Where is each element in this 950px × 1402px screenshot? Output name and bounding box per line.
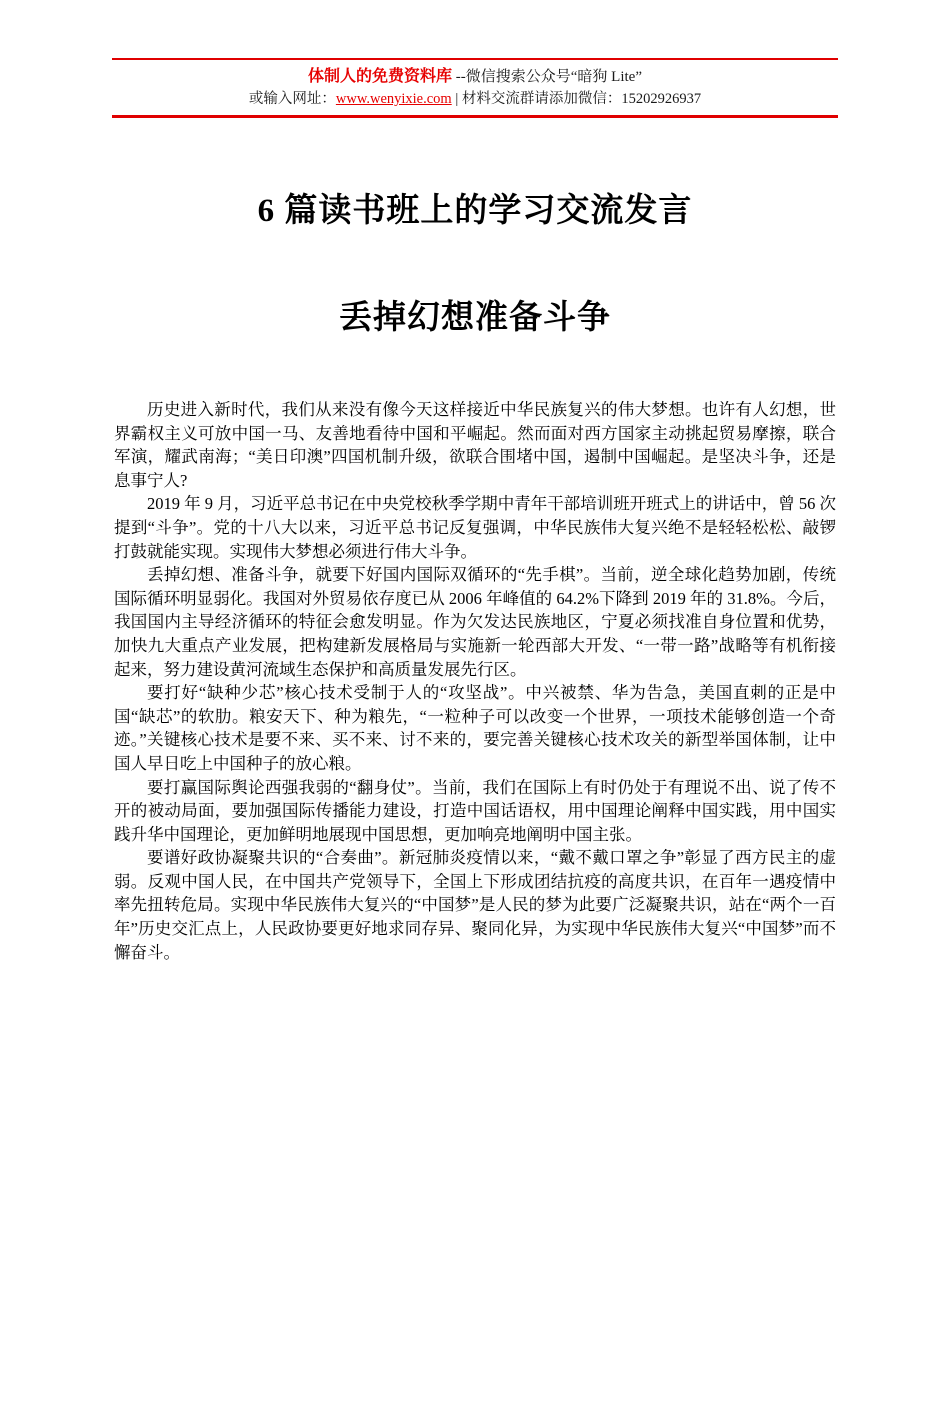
website-link[interactable]: www.wenyixie.com xyxy=(335,91,452,107)
paragraph-2: 2019 年 9 月，习近平总书记在中央党校秋季学期中青年干部培训班开班式上的讲话中，曾 56 次提到“斗争”。党的十八大以来，习近平总书记反复强调，中华民族伟大复兴绝不是轻轻松松、敲锣打鼓就能实现。实现伟大梦想必须进行伟大斗争。 xyxy=(114,494,836,561)
document-content xyxy=(114,184,836,964)
document-page xyxy=(0,58,950,1402)
body-text xyxy=(114,398,836,964)
promo-header xyxy=(112,58,838,118)
header-bottom-rule xyxy=(112,115,838,118)
paragraph-5: 要打赢国际舆论西强我弱的“翻身仗”。当前，我们在国际上有时仍处于有理说不出、说了传不开的被动局面，要加强国际传播能力建设，打造中国话语权，用中国理论阐释中国实践，用中国实践升华中国理论，更加鲜明地展现中国思想，更加响亮地阐明中国主张。 xyxy=(114,777,836,844)
header-top-rule xyxy=(112,58,838,60)
brand-text: 体制人的免费资料库 xyxy=(308,68,453,85)
paragraph-4: 要打好“缺种少芯”核心技术受制于人的“攻坚战”。中兴被禁、华为告急，美国直刺的正是中国“缺芯”的软肋。粮安天下、种为粮先，“一粒种子可以改变一个世界，一项技术能够创造一个奇迹。”关键核心技术是要不来、买不来、讨不来的，要完善关键核心技术攻关的新型举国体制，让中国人早日吃上中国种子的放心粮。 xyxy=(114,683,836,773)
contact-text: | 材料交流群请添加微信：15202926937 xyxy=(451,91,702,107)
header-line1 xyxy=(112,65,838,89)
url-prefix-text: 或输入网址： xyxy=(248,91,336,107)
header-line2 xyxy=(112,89,838,110)
document-title: 6 篇读书班上的学习交流发言 xyxy=(257,193,693,229)
paragraph-6: 要谱好政协凝聚共识的“合奏曲”。新冠肺炎疫情以来，“戴不戴口罩之争”彰显了西方民主的虚弱。反观中国人民，在中国共产党领导下，全国上下形成团结抗疫的高度共识，在百年一遇疫情中率先扭转危局。实现中华民族伟大复兴的“中国梦”是人民的梦为此要广泛凝聚共识，站在“两个一百年”历史交汇点上，人民政协要更好地求同存异、聚同化异，为实现中华民族伟大复兴“中国梦”而不懈奋斗。 xyxy=(114,848,836,962)
section-title: 丢掉幻想准备斗争 xyxy=(339,300,611,336)
brand-suffix-text: --微信搜索公众号“暗狗 Lite” xyxy=(452,69,642,85)
paragraph-3: 丢掉幻想、准备斗争，就要下好国内国际双循环的“先手棋”。当前，逆全球化趋势加剧，传统国际循环明显弱化。我国对外贸易依存度已从 2006 年峰值的 64.2%下降到 2019 年的 31.8%。今后，我国国内主导经济循环的特征会愈发明显。作为欠发达民族地区，宁夏必须找准自身位置和优势，加快九大重点产业发展，把构建新发展格局与实施新一轮西部大开发、“一带一路”战略等有机衔接起来，努力建设黄河流域生态保护和高质量发展先行区。 xyxy=(114,565,836,679)
paragraph-1: 历史进入新时代，我们从来没有像今天这样接近中华民族复兴的伟大梦想。也许有人幻想，世界霸权主义可放中国一马、友善地看待中国和平崛起。然而面对西方国家主动挑起贸易摩擦，联合军演，耀武南海；“美日印澳”四国机制升级，欲联合围堵中国，遏制中国崛起。是坚决斗争，还是息事宁人? xyxy=(114,400,836,490)
